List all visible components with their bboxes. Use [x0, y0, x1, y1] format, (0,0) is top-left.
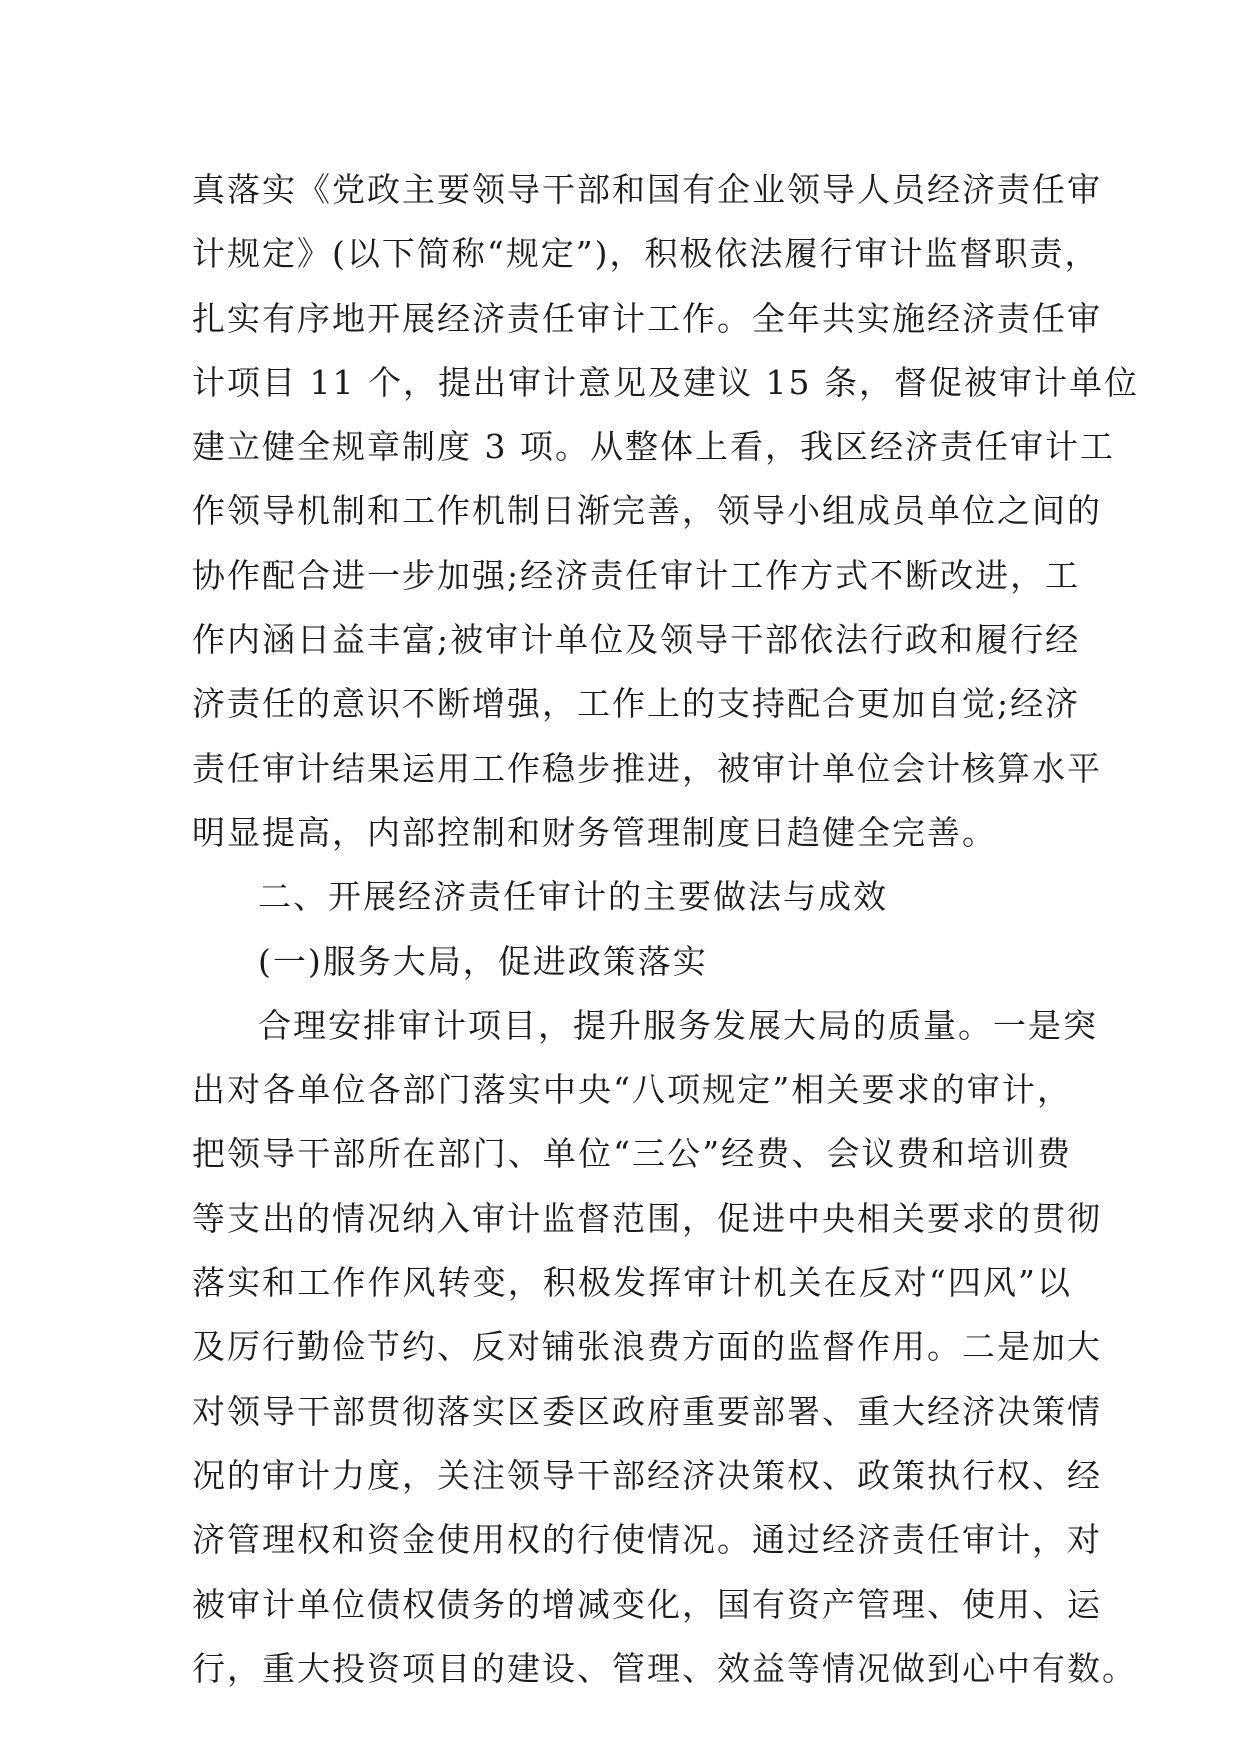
text-line: 把领导干部所在部门、单位“三公”经费、会议费和培训费 — [192, 1134, 1072, 1174]
text-line: 济管理权和资金使用权的行使情况。通过经济责任审计，对 — [192, 1520, 1102, 1560]
text-line: 等支出的情况纳入审计监督范围，促进中央相关要求的贯彻 — [192, 1198, 1102, 1238]
text-line: 及厉行勤俭节约、反对铺张浪费方面的监督作用。二是加大 — [192, 1327, 1102, 1367]
text-line: 出对各单位各部门落实中央“八项规定”相关要求的审计， — [192, 1070, 1072, 1110]
text-line: 明显提高，内部控制和财务管理制度日趋健全完善。 — [192, 812, 997, 852]
text-line: 济责任的意识不断增强，工作上的支持配合更加自觉;经济 — [192, 684, 1081, 724]
text-line: 计项目 11 个，提出审计意见及建议 15 条，督促被审计单位 — [192, 362, 1139, 402]
text-line: 况的审计力度，关注领导干部经济决策权、政策执行权、经 — [192, 1455, 1102, 1495]
body-text — [192, 158, 1139, 1701]
text-line: 行，重大投资项目的建设、管理、效益等情况做到心中有数。 — [192, 1648, 1137, 1688]
text-line: 真落实《党政主要领导干部和国有企业领导人员经济责任审 — [192, 170, 1102, 209]
text-line: (一)服务大局，促进政策落实 — [258, 941, 708, 981]
text-line: 被审计单位债权债务的增减变化，国有资产管理、使用、运 — [192, 1584, 1102, 1624]
text-line: 扎实有序地开展经济责任审计工作。全年共实施经济责任审 — [192, 298, 1102, 338]
text-line: 作内涵日益丰富;被审计单位及领导干部依法行政和履行经 — [192, 620, 1081, 660]
text-line: 协作配合进一步加强;经济责任审计工作方式不断改进，工 — [192, 555, 1081, 595]
text-line: 作领导机制和工作机制日渐完善，领导小组成员单位之间的 — [192, 491, 1102, 531]
text-line: 二、开展经济责任审计的主要做法与成效 — [258, 877, 888, 917]
text-line: 建立健全规章制度 3 项。从整体上看，我区经济责任审计工 — [192, 427, 1115, 467]
text-line: 计规定》(以下简称“规定”)，积极依法履行审计监督职责， — [192, 234, 1100, 274]
text-line: 对领导干部贯彻落实区委区政府重要部署、重大经济决策情 — [192, 1391, 1102, 1431]
text-line: 落实和工作作风转变，积极发挥审计机关在反对“四风”以 — [192, 1263, 1072, 1303]
text-line: 合理安排审计项目，提升服务发展大局的质量。一是突 — [258, 1005, 1098, 1045]
text-line: 责任审计结果运用工作稳步推进，被审计单位会计核算水平 — [192, 748, 1102, 788]
